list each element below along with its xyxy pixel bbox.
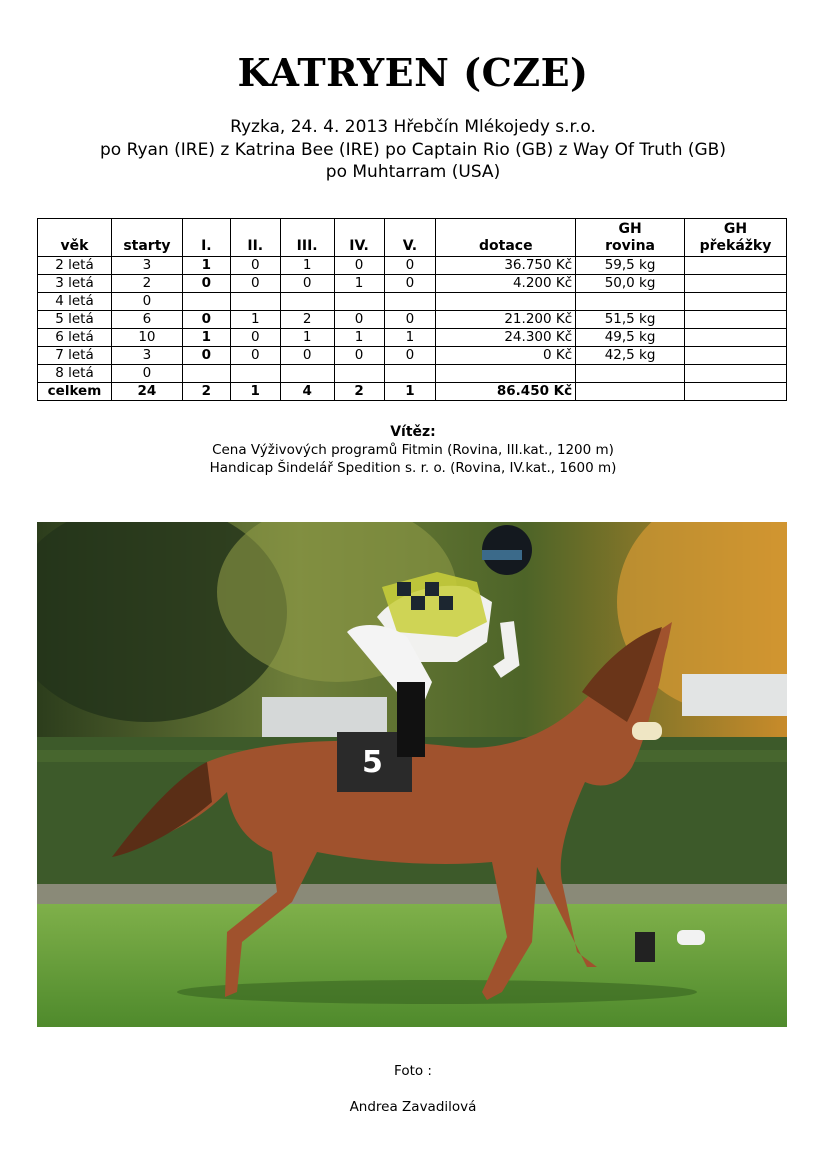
cell-prize: 86.450 Kč (436, 383, 576, 401)
cell-starts: 6 (111, 311, 182, 329)
cell-second: 1 (230, 311, 280, 329)
cell-gh-flat: 50,0 kg (576, 275, 685, 293)
winner-heading: Vítěz: (390, 424, 436, 440)
cell-first (182, 293, 230, 311)
cell-second (230, 365, 280, 383)
cell-fifth: 1 (384, 383, 436, 401)
table-row (38, 293, 787, 311)
cell-gh-flat: 51,5 kg (576, 311, 685, 329)
cell-starts: 24 (111, 383, 182, 401)
cell-age: 3 letá (38, 275, 112, 293)
saddle-number: 5 (362, 745, 383, 780)
cell-fifth: 0 (384, 257, 436, 275)
gh-jumps-top: GH (723, 221, 748, 237)
col-header-gh-jumps (684, 219, 786, 257)
cell-first (182, 365, 230, 383)
cell-gh-flat: 49,5 kg (576, 329, 685, 347)
cell-fourth: 1 (334, 275, 384, 293)
table-row (38, 329, 787, 347)
cell-gh-jumps (684, 257, 786, 275)
cell-gh-flat (576, 365, 685, 383)
cell-fifth: 0 (384, 347, 436, 365)
cell-third: 0 (280, 347, 334, 365)
gh-flat-top: GH (618, 221, 642, 237)
cell-third: 1 (280, 329, 334, 347)
cell-fourth: 1 (334, 329, 384, 347)
table-row (38, 257, 787, 275)
cell-fourth (334, 365, 384, 383)
cell-gh-flat (576, 293, 685, 311)
gh-flat-bottom: rovina (605, 238, 655, 254)
cell-gh-jumps (684, 329, 786, 347)
col-header-prize: dotace (436, 219, 576, 257)
table-row (38, 311, 787, 329)
cell-third: 1 (280, 257, 334, 275)
cell-age: 5 letá (38, 311, 112, 329)
cell-gh-flat: 59,5 kg (576, 257, 685, 275)
cell-third (280, 365, 334, 383)
photographer-name: Andrea Zavadilová (349, 1099, 477, 1115)
cell-prize: 0 Kč (436, 347, 576, 365)
cell-gh-flat (576, 383, 685, 401)
cell-prize: 21.200 Kč (436, 311, 576, 329)
cell-fifth: 0 (384, 275, 436, 293)
cell-prize (436, 293, 576, 311)
cell-starts: 0 (111, 293, 182, 311)
cell-gh-jumps (684, 347, 786, 365)
cell-prize (436, 365, 576, 383)
table-total-row (38, 383, 787, 401)
cell-fifth (384, 293, 436, 311)
col-header-gh-flat (576, 219, 685, 257)
cell-fourth: 0 (334, 347, 384, 365)
cell-gh-jumps (684, 365, 786, 383)
photo-label: Foto : (394, 1063, 432, 1079)
cell-third: 4 (280, 383, 334, 401)
cell-first: 0 (182, 311, 230, 329)
cell-prize: 4.200 Kč (436, 275, 576, 293)
cell-second: 0 (230, 275, 280, 293)
table-header-row (38, 219, 787, 257)
cell-third: 0 (280, 275, 334, 293)
cell-second: 0 (230, 257, 280, 275)
col-header-first: I. (182, 219, 230, 257)
cell-fourth: 0 (334, 311, 384, 329)
horse-photo (37, 522, 787, 1027)
cell-starts: 3 (111, 347, 182, 365)
cell-second: 0 (230, 329, 280, 347)
cell-fifth: 1 (384, 329, 436, 347)
cell-starts: 10 (111, 329, 182, 347)
cell-age: 6 letá (38, 329, 112, 347)
table-row (38, 365, 787, 383)
col-header-third: III. (280, 219, 334, 257)
race-stats-table (37, 218, 787, 401)
cell-gh-jumps (684, 293, 786, 311)
cell-fifth (384, 365, 436, 383)
cell-starts: 2 (111, 275, 182, 293)
cell-third: 2 (280, 311, 334, 329)
cell-prize: 36.750 Kč (436, 257, 576, 275)
table-row (38, 347, 787, 365)
horse-name-title: KATRYEN (CZE) (237, 50, 589, 95)
col-header-fourth: IV. (334, 219, 384, 257)
cell-gh-jumps (684, 311, 786, 329)
cell-gh-jumps (684, 275, 786, 293)
pedigree-line: po Ryan (IRE) z Katrina Bee (IRE) po Captain Rio (GB) z Way Of Truth (GB) (100, 140, 726, 160)
cell-fourth: 0 (334, 257, 384, 275)
pedigree-line-2: po Muhtarram (USA) (325, 162, 501, 182)
cell-prize: 24.300 Kč (436, 329, 576, 347)
table-row (38, 275, 787, 293)
cell-first: 1 (182, 329, 230, 347)
col-header-starts: starty (111, 219, 182, 257)
cell-fourth: 2 (334, 383, 384, 401)
cell-fourth (334, 293, 384, 311)
gh-jumps-bottom: překážky (699, 238, 772, 254)
cell-age: 7 letá (38, 347, 112, 365)
cell-fifth: 0 (384, 311, 436, 329)
col-header-second: II. (230, 219, 280, 257)
cell-second: 1 (230, 383, 280, 401)
cell-age: 4 letá (38, 293, 112, 311)
col-header-fifth: V. (384, 219, 436, 257)
cell-first: 1 (182, 257, 230, 275)
cell-third (280, 293, 334, 311)
winner-race-1: Cena Výživových programů Fitmin (Rovina, III.kat., 1200 m) (212, 442, 614, 458)
cell-gh-jumps (684, 383, 786, 401)
cell-first: 0 (182, 347, 230, 365)
cell-age: celkem (38, 383, 112, 401)
cell-age: 8 letá (38, 365, 112, 383)
cell-second (230, 293, 280, 311)
birth-info-line: Ryzka, 24. 4. 2013 Hřebčín Mlékojedy s.r.o. (230, 117, 596, 137)
cell-second: 0 (230, 347, 280, 365)
cell-age: 2 letá (38, 257, 112, 275)
winner-race-2: Handicap Šindelář Spedition s. r. o. (Rovina, IV.kat., 1600 m) (209, 460, 617, 476)
col-header-age: věk (38, 219, 112, 257)
cell-first: 2 (182, 383, 230, 401)
cell-gh-flat: 42,5 kg (576, 347, 685, 365)
cell-first: 0 (182, 275, 230, 293)
cell-starts: 3 (111, 257, 182, 275)
cell-starts: 0 (111, 365, 182, 383)
horse-photo-illustration (37, 522, 787, 1027)
